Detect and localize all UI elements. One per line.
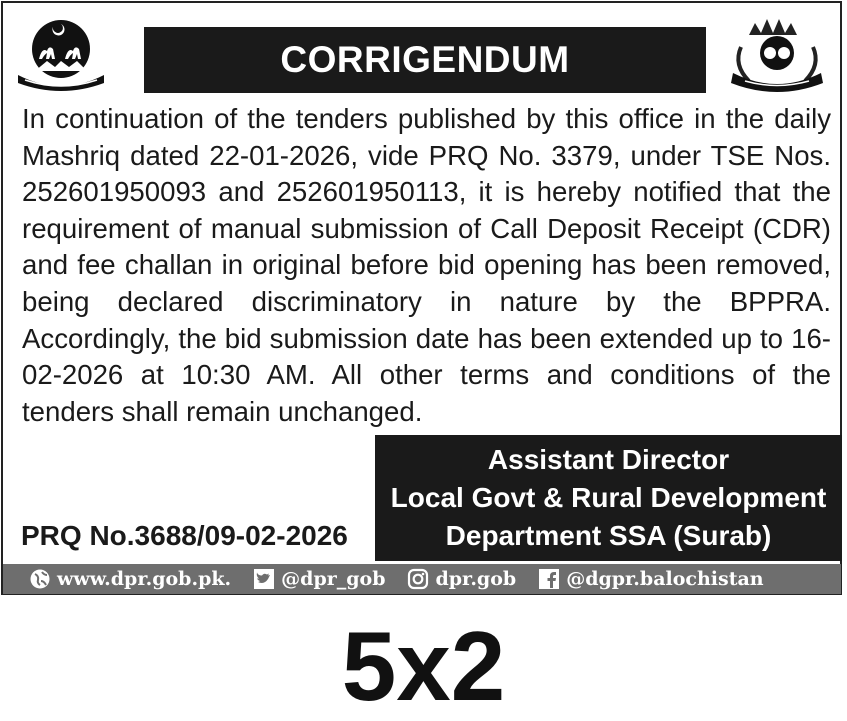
twitter-handle-text: @dpr_gob: [281, 568, 386, 590]
signature-department: Local Govt & Rural Development: [390, 482, 827, 513]
facebook-handle-text: @dgpr.balochistan: [566, 568, 764, 590]
signature-designation: Assistant Director: [487, 444, 730, 475]
footer-facebook[interactable]: [538, 568, 763, 590]
footer-bar: [3, 564, 841, 594]
signature-office: Department SSA (Surab): [445, 520, 772, 551]
footer-instagram[interactable]: [407, 568, 516, 590]
notice-body-text: In continuation of the tenders published by this office in the daily Mashriq dated 22-01-2026, vide PRQ No. 3379, under TSE Nos. 252601950093 and 252601950113, it is hereby notified that the requirement of manual submission of Call Deposit Receipt (CDR) and fee challan in original before bid opening has been removed, being declared discriminatory in nature by the BPPRA. Accordingly, the bid submission date has been extended up to 16-02-2026 at 10:30 AM. All other terms and conditions of the tenders shall remain unchanged.: [22, 103, 831, 427]
globe-icon: [29, 568, 51, 590]
instagram-handle-text: dpr.gob: [435, 568, 517, 590]
advertisement-frame: [1, 1, 842, 595]
website-link-text: www.dpr.gob.pk.: [57, 568, 232, 590]
instagram-icon: [407, 568, 429, 590]
ad-size-label: 5x2: [341, 611, 506, 721]
footer-website[interactable]: [29, 568, 231, 590]
dgpr-emblem-icon: [719, 17, 835, 95]
facebook-icon: [538, 568, 560, 590]
balochistan-emblem-icon: [15, 17, 107, 93]
footer-twitter[interactable]: [253, 568, 385, 590]
twitter-icon: [253, 568, 275, 590]
signature-block: [375, 435, 842, 561]
prq-number: PRQ No.3688/09-02-2026: [21, 520, 348, 551]
page-title: CORRIGENDUM: [144, 27, 706, 93]
